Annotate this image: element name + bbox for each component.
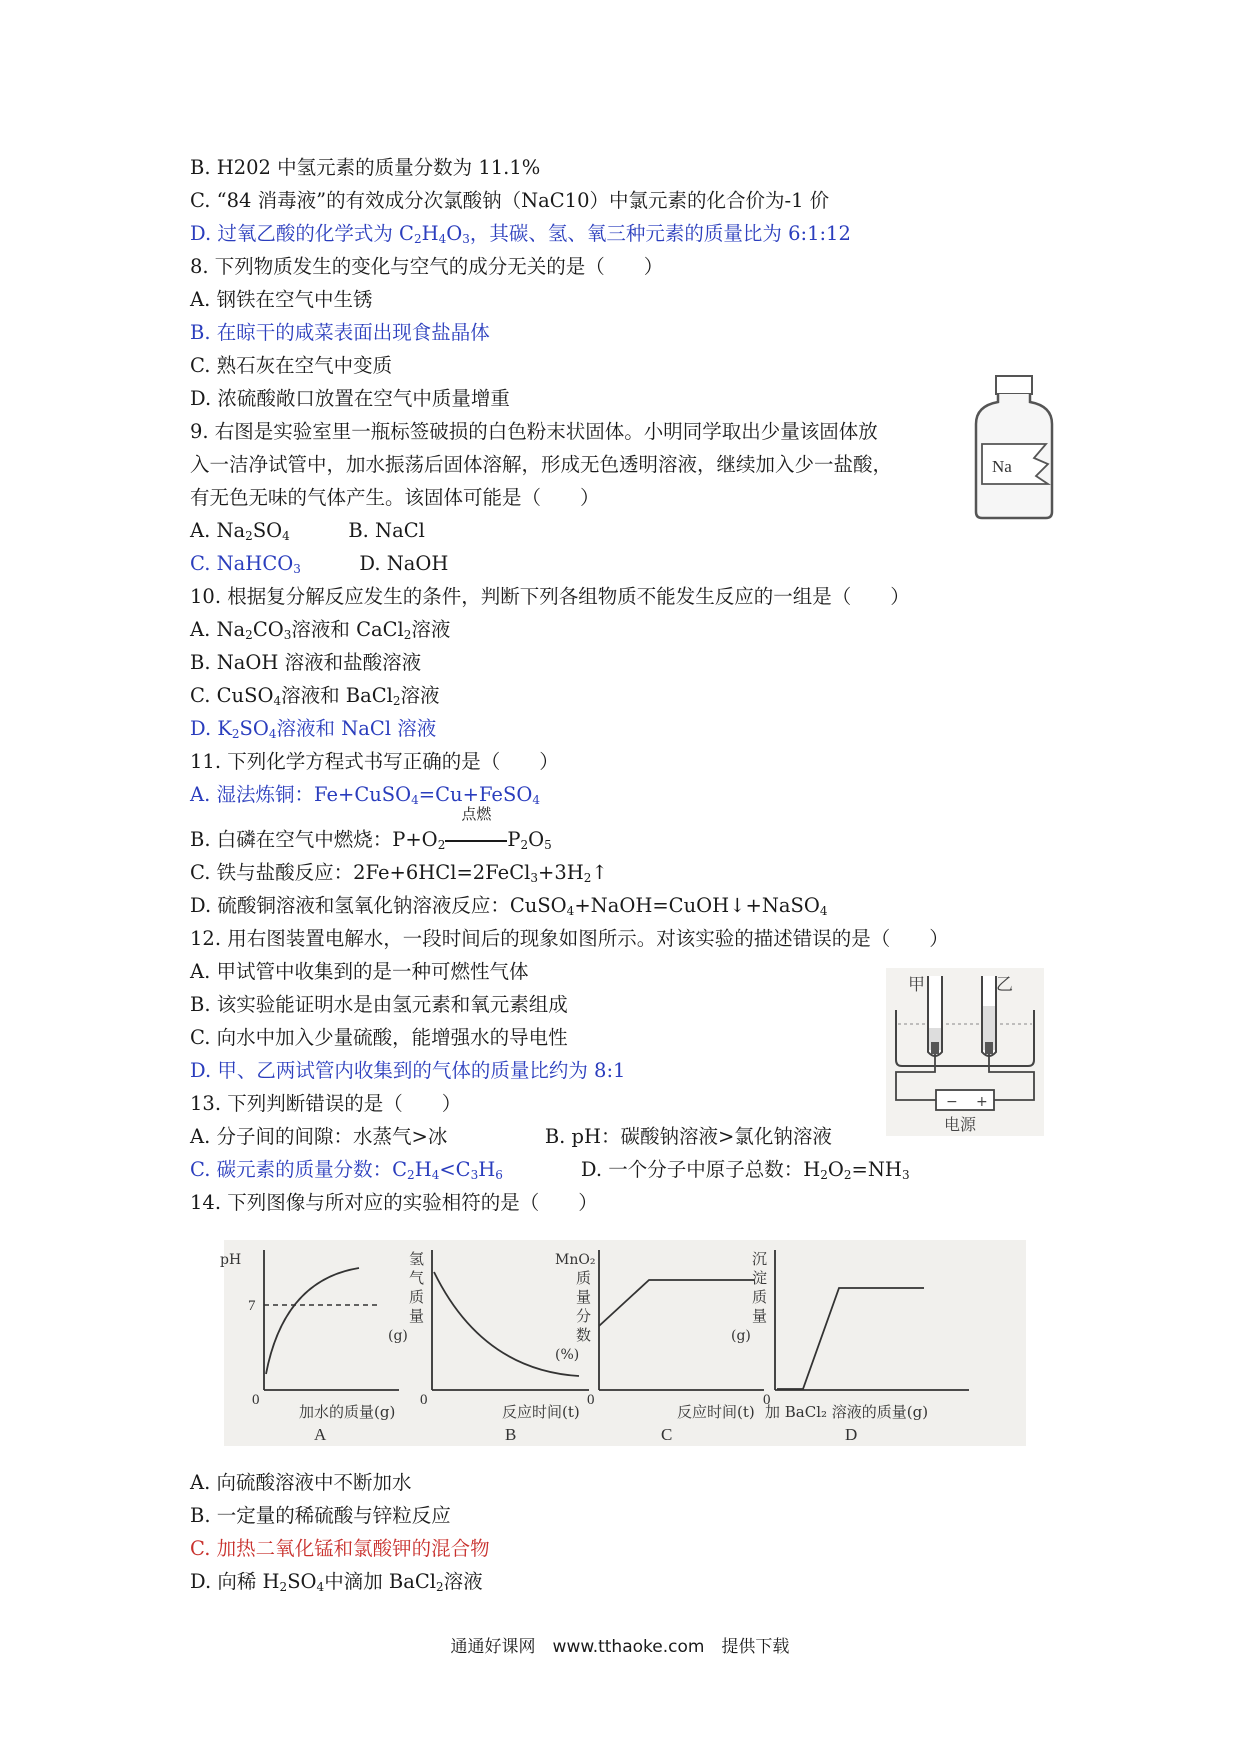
text-segment: 入一洁净试管中，加水振荡后固体溶解，形成无色透明溶液，继续加入少一盐酸，	[190, 453, 893, 476]
text-segment: B. 白磷在空气中燃烧：P+O	[190, 828, 438, 851]
subscript: 4	[411, 793, 419, 807]
text-line	[190, 152, 540, 184]
text-segment: D. NaOH	[300, 552, 449, 575]
tube-jia-label: 甲	[908, 975, 925, 995]
plus-sign: +	[976, 1094, 988, 1110]
text-segment: B. 一定量的稀硫酸与锌粒反应	[190, 1504, 451, 1527]
text-segment: 溶液和 NaCl 溶液	[276, 717, 437, 740]
text-line	[190, 1467, 411, 1499]
subscript: 2	[279, 1580, 288, 1594]
y-axis-label: (%)	[555, 1347, 580, 1363]
text-segment: D. 甲、乙两试管内收集到的气体的质量比约为 8:1	[190, 1059, 626, 1082]
text-segment: =Cu+FeSO	[418, 783, 533, 806]
y-axis-label: MnO₂	[555, 1252, 596, 1268]
text-line	[190, 383, 510, 415]
subscript: 2	[413, 232, 422, 246]
subscript: 2	[583, 871, 592, 885]
text-segment: 溶液	[400, 684, 440, 707]
text-segment: B. NaOH 溶液和盐酸溶液	[190, 651, 422, 674]
text-line	[190, 185, 829, 217]
text-line	[190, 713, 436, 745]
x-axis-label: 加水的质量(g)	[299, 1403, 396, 1421]
text-segment: 8. 下列物质发生的变化与空气的成分无关的是（ ）	[190, 255, 664, 278]
text-segment: A. 向硫酸溶液中不断加水	[190, 1471, 412, 1494]
y-axis-label: 质	[752, 1288, 768, 1306]
subscript: 3	[901, 1168, 910, 1182]
y-axis-label: 量	[576, 1288, 592, 1306]
text-line	[190, 680, 440, 712]
text-line	[190, 218, 851, 250]
text-segment: O	[827, 1158, 844, 1181]
y-axis-label: 数	[576, 1326, 592, 1344]
text-segment: A. Na	[190, 519, 246, 542]
text-line	[190, 857, 608, 889]
text-segment: A. 钢铁在空气中生锈	[190, 288, 373, 311]
text-segment: SO	[252, 519, 283, 542]
text-segment: +3H	[538, 861, 584, 884]
text-segment: C. 熟石灰在空气中变质	[190, 354, 393, 377]
text-segment: H	[421, 222, 439, 245]
text-segment: D. 向稀 H	[190, 1570, 280, 1593]
text-segment: A. Na	[190, 618, 246, 641]
origin-label: 0	[420, 1392, 428, 1408]
text-line	[190, 647, 421, 679]
y-axis-label: pH	[220, 1252, 242, 1268]
text-line	[190, 1500, 451, 1532]
text-line	[190, 890, 828, 922]
text-segment: 溶液和 BaCl	[281, 684, 393, 707]
text-segment: C. NaHCO	[190, 552, 294, 575]
subscript: 3	[293, 562, 301, 576]
text-line	[190, 350, 392, 382]
text-line	[190, 614, 450, 646]
text-segment: D. 硫酸铜溶液和氢氧化钠溶液反应：CuSO	[190, 894, 567, 917]
text-line	[190, 1154, 910, 1186]
text-segment: =NH	[851, 1158, 902, 1181]
y-tick-label: 7	[248, 1298, 256, 1314]
y-axis-label: 质	[409, 1288, 425, 1306]
subscript: 4	[273, 694, 282, 708]
subscript: 2	[392, 694, 401, 708]
subscript: 4	[431, 1168, 440, 1182]
text-line	[190, 1187, 598, 1219]
subscript: 2	[245, 529, 253, 543]
text-segment: 有无色无味的气体产生。该固体可能是（ ）	[190, 486, 600, 509]
subscript: 3	[283, 628, 292, 642]
subscript: 4	[566, 904, 575, 918]
text-segment: O	[528, 828, 545, 851]
text-segment: CO	[252, 618, 284, 641]
text-segment: SO	[239, 717, 269, 740]
text-segment: <C	[439, 1158, 471, 1181]
text-line	[190, 956, 528, 988]
subscript: 2	[231, 727, 240, 741]
y-axis-label: 淀	[752, 1269, 768, 1287]
text-segment: B. NaCl	[289, 519, 425, 542]
text-segment: 14. 下列图像与所对应的实验相符的是（ ）	[190, 1191, 598, 1214]
text-line	[190, 1533, 490, 1565]
text-line	[190, 1566, 483, 1598]
subscript: 4	[282, 529, 290, 543]
text-segment: H	[478, 1158, 496, 1181]
subscript: 2	[436, 1580, 444, 1594]
page-footer: 通通好课网 www.tthaoke.com 提供下载	[450, 1637, 790, 1657]
text-segment: A. 湿法炼铜：Fe+CuSO	[190, 783, 412, 806]
text-segment: C. CuSO	[190, 684, 274, 707]
graph-letter: D	[845, 1425, 858, 1444]
text-segment: B. H202 中氢元素的质量分数为 11.1%	[190, 156, 541, 179]
y-axis-label: 质	[576, 1269, 592, 1287]
text-segment: 溶液	[411, 618, 451, 641]
text-segment: C. 加热二氧化锰和氯酸钾的混合物	[190, 1537, 490, 1560]
minus-sign: −	[946, 1094, 958, 1110]
text-line	[190, 989, 568, 1021]
text-segment: A. 甲试管中收集到的是一种可燃性气体	[190, 960, 529, 983]
subscript: 4	[268, 727, 277, 741]
text-segment: ，其碳、氢、氧三种元素的质量比为 6:1:12	[469, 222, 851, 245]
subscript: 4	[819, 904, 828, 918]
text-segment: D. 一个分子中原子总数：H	[502, 1158, 821, 1181]
subscript: 2	[245, 628, 253, 642]
y-axis-label: (g)	[731, 1328, 751, 1344]
tube-yi-label: 乙	[996, 975, 1013, 995]
graph-letter: B	[505, 1425, 517, 1444]
origin-label: 0	[763, 1392, 771, 1408]
electrolysis-apparatus-figure	[886, 968, 1044, 1136]
y-axis-label: 氢	[409, 1250, 425, 1268]
text-line	[190, 581, 910, 613]
text-line	[190, 805, 552, 856]
text-segment: B. 该实验能证明水是由氢元素和氧元素组成	[190, 993, 568, 1016]
origin-label: 0	[252, 1392, 260, 1408]
y-axis-label: 量	[409, 1307, 425, 1325]
text-segment: 中滴加 BaCl	[324, 1570, 436, 1593]
bottle-label-text: Na	[992, 457, 1012, 476]
subscript: 2	[407, 1168, 415, 1182]
y-axis-label: 分	[576, 1307, 592, 1325]
subscript: 4	[316, 1580, 325, 1594]
text-line	[190, 317, 490, 349]
power-source-label: 电源	[944, 1115, 977, 1134]
q14-graphs-figure	[220, 1240, 1026, 1446]
subscript: 2	[820, 1168, 828, 1182]
text-segment: 9. 右图是实验室里一瓶标签破损的白色粉末状固体。小明同学取出少量该固体放	[190, 420, 878, 443]
text-line	[190, 284, 372, 316]
y-axis-label: 量	[752, 1307, 768, 1325]
reaction-condition: 点燃	[461, 805, 492, 823]
text-segment: C. 碳元素的质量分数：C	[190, 1158, 408, 1181]
text-segment: 11. 下列化学方程式书写正确的是（ ）	[190, 750, 559, 773]
reaction-arrow	[445, 805, 507, 856]
text-line	[190, 1088, 461, 1120]
subscript: 2	[437, 838, 446, 852]
text-segment: O	[446, 222, 463, 245]
subscript: 6	[495, 1168, 503, 1182]
text-segment: D. K	[190, 717, 232, 740]
subscript: 4	[438, 232, 447, 246]
subscript: 3	[470, 1168, 479, 1182]
text-line	[190, 482, 600, 514]
text-segment: B. 在晾干的咸菜表面出现食盐晶体	[190, 321, 490, 344]
broken-label-bottle-figure	[968, 372, 1060, 522]
subscript: 3	[530, 871, 538, 885]
subscript: 4	[532, 793, 540, 807]
origin-label: 0	[587, 1392, 595, 1408]
text-segment: C. “84 消毒液”的有效成分次氯酸钠（NaC10）中氯元素的化合价为-1 价	[190, 189, 830, 212]
text-segment: +NaOH=CuOH↓+NaSO	[574, 894, 820, 917]
x-axis-label: 加 BaCl₂ 溶液的质量(g)	[765, 1403, 929, 1421]
text-line	[190, 449, 892, 481]
subscript: 2	[520, 838, 529, 852]
subscript: 3	[462, 232, 470, 246]
text-segment: C. 铁与盐酸反应：2Fe+6HCl=2FeCl	[190, 861, 531, 884]
text-line	[190, 251, 663, 283]
y-axis-label: (g)	[388, 1328, 408, 1344]
text-line	[190, 1121, 832, 1153]
text-segment: ↑	[591, 861, 608, 884]
text-line	[190, 515, 425, 547]
text-segment: D. 过氧乙酸的化学式为 C	[190, 222, 414, 245]
text-line	[190, 548, 448, 580]
text-segment: 13. 下列判断错误的是（ ）	[190, 1092, 462, 1115]
text-line	[190, 746, 559, 778]
y-axis-label: 沉	[752, 1250, 768, 1268]
text-segment: A. 分子间的间隙：水蒸气>冰 B. pH：碳酸钠溶液>氯化钠溶液	[190, 1125, 832, 1148]
x-axis-label: 反应时间(t)	[677, 1403, 755, 1421]
subscript: 5	[544, 838, 552, 852]
text-segment: SO	[287, 1570, 317, 1593]
text-segment: 10. 根据复分解反应发生的条件，判断下列各组物质不能发生反应的一组是（ ）	[190, 585, 910, 608]
text-segment: 12. 用右图装置电解水，一段时间后的现象如图所示。对该实验的描述错误的是（ ）	[190, 927, 949, 950]
text-line	[190, 416, 878, 448]
text-line	[190, 923, 949, 955]
text-line	[190, 1022, 568, 1054]
text-segment: H	[414, 1158, 432, 1181]
text-segment: P	[507, 828, 521, 851]
graph-letter: C	[661, 1425, 673, 1444]
text-segment: 溶液和 CaCl	[291, 618, 404, 641]
subscript: 2	[403, 628, 412, 642]
y-axis-label: 气	[409, 1269, 425, 1287]
text-segment: 溶液	[443, 1570, 483, 1593]
text-segment: C. 向水中加入少量硫酸，能增强水的导电性	[190, 1026, 568, 1049]
text-line	[190, 1055, 625, 1087]
text-segment: D. 浓硫酸敞口放置在空气中质量增重	[190, 387, 510, 410]
subscript: 2	[843, 1168, 852, 1182]
graph-letter: A	[314, 1425, 327, 1444]
x-axis-label: 反应时间(t)	[502, 1403, 580, 1421]
